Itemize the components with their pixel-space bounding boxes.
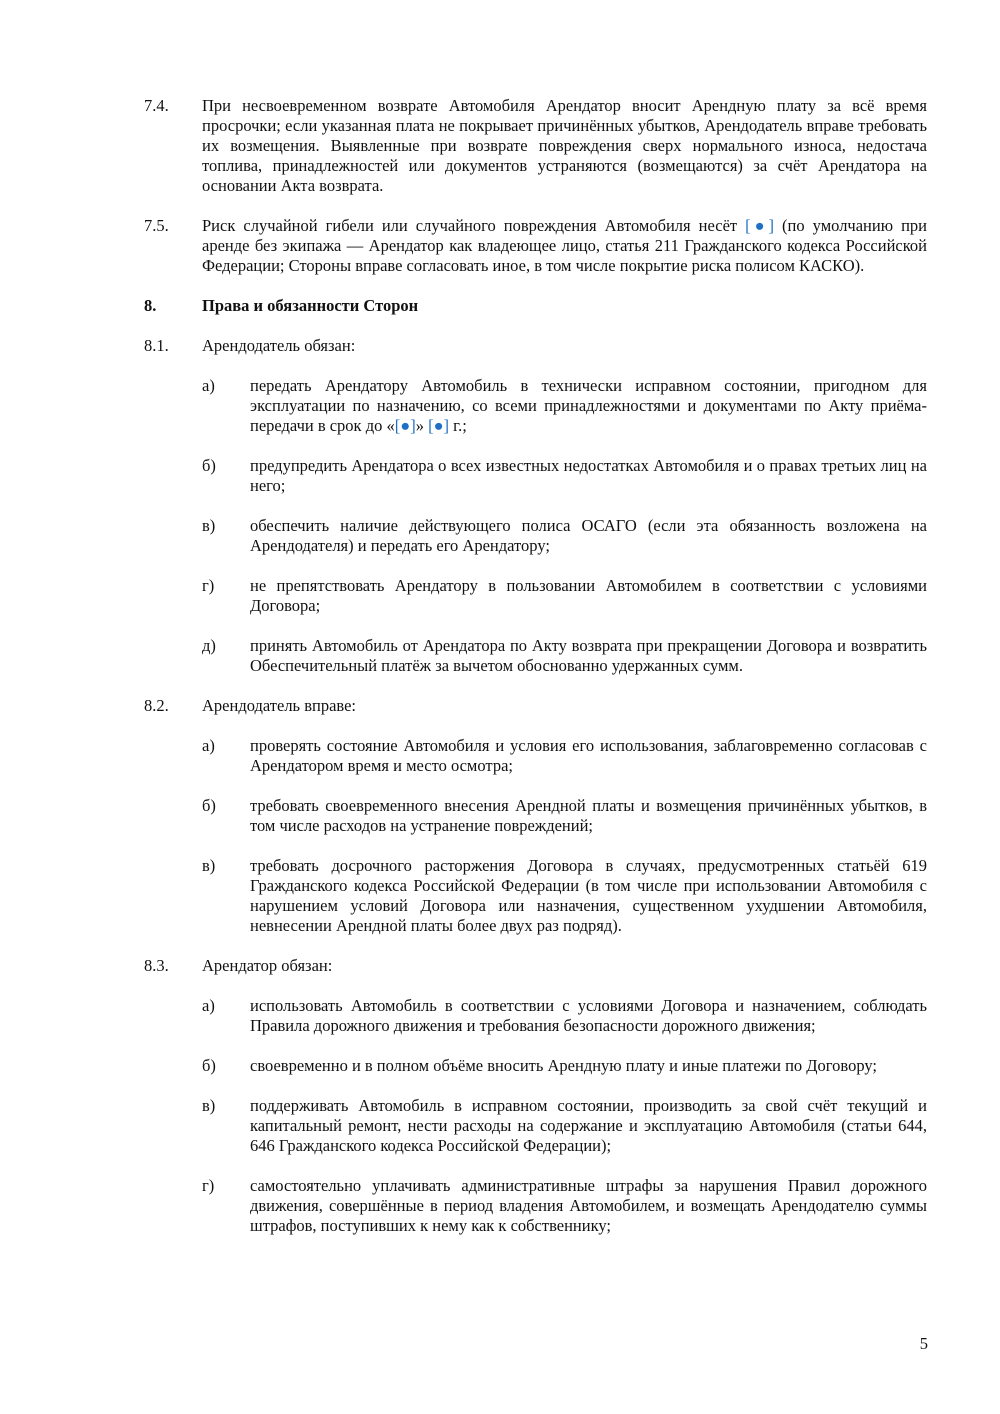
sub-item-list <box>202 996 927 1236</box>
clause-7-5 <box>144 216 927 276</box>
item-label: в) <box>202 516 216 535</box>
clause-intro: Арендодатель вправе: <box>202 696 356 715</box>
list-item <box>202 636 927 676</box>
item-label: а) <box>202 736 215 755</box>
list-item <box>202 796 927 836</box>
item-label: б) <box>202 1056 216 1075</box>
clause-number: 7.5. <box>144 216 169 235</box>
item-label: б) <box>202 796 216 815</box>
clause-intro: Арендатор обязан: <box>202 956 333 975</box>
clause-number: 8.1. <box>144 336 169 355</box>
clause-7-4 <box>144 96 927 196</box>
item-text: требовать досрочного расторжения Договора в случаях, предусмотренных статьёй 619 Гражданского кодекса Российской Федерации (в том числе при использовании Автомобиля с нарушением условий Договора или назначения, существенном ухудшении Автомобиля, невнесении Арендной платы более двух раз подряд). <box>250 856 927 935</box>
item-text: принять Автомобиль от Арендатора по Акту возврата при прекращении Договора и возвратить Обеспечительный платёж за вычетом обоснованно удержанных сумм. <box>250 636 927 675</box>
document-body <box>144 96 927 1236</box>
page-number: 5 <box>919 1334 928 1353</box>
sub-item-list <box>202 376 927 676</box>
list-item <box>202 1056 927 1076</box>
item-text-part: передать Арендатору Автомобиль в технически исправном состоянии, пригодном для эксплуатации по назначению, со всеми принадлежностями и документами по Акту приёма-передачи в срок до « <box>250 376 927 435</box>
clause-intro: Арендодатель обязан: <box>202 336 356 355</box>
clause-text <box>202 216 927 276</box>
item-text: обеспечить наличие действующего полиса ОСАГО (если эта обязанность возложена на Арендодателя) и передать его Арендатору; <box>250 516 927 555</box>
item-text: не препятствовать Арендатору в пользовании Автомобилем в соответствии с условиями Договора; <box>250 576 927 615</box>
item-text <box>250 376 927 436</box>
list-item <box>202 376 927 436</box>
clause-text-part: Риск случайной гибели или случайного повреждения Автомобиля несёт <box>202 216 746 235</box>
clause-8-1 <box>144 336 927 676</box>
clause-text: При несвоевременном возврате Автомобиля Арендатор вносит Арендную плату за всё время просрочки; если указанная плата не покрывает причинённых убытков, Арендодатель вправе требовать их возмещения. Выявленные при возврате повреждения сверх нормального износа, недостача топлива, принадлежностей или документов устраняются (возмещаются) за счёт Арендатора на основании Акта возврата. <box>202 96 927 195</box>
list-item <box>202 456 927 496</box>
item-text-part: г.; <box>449 416 467 435</box>
clause-number: 8.2. <box>144 696 169 715</box>
list-item <box>202 516 927 556</box>
clause-text-part: (по умолчанию при аренде без экипажа — Арендатор как владеющее лицо, статья 211 Гражданского кодекса Российской Федерации; Стороны вправе согласовать иное, в том числе покрытие риска полисом КАСКО). <box>202 216 927 275</box>
item-label: г) <box>202 1176 215 1195</box>
item-label: д) <box>202 636 216 655</box>
clause-number: 8.3. <box>144 956 169 975</box>
item-label: в) <box>202 1096 216 1115</box>
placeholder-field[interactable]: [●] <box>745 216 774 235</box>
item-text: поддерживать Автомобиль в исправном состоянии, производить за свой счёт текущий и капитальный ремонт, нести расходы на содержание и эксплуатацию Автомобиля (статьи 644, 646 Гражданского кодекса Российской Федерации); <box>250 1096 927 1155</box>
list-item <box>202 1096 927 1156</box>
list-item <box>202 856 927 936</box>
item-text: предупредить Арендатора о всех известных недостатках Автомобиля и о правах третьих лиц на него; <box>250 456 927 495</box>
item-label: а) <box>202 376 215 395</box>
item-text: самостоятельно уплачивать административные штрафы за нарушения Правил дорожного движения, совершённые в период владения Автомобилем, и возмещать Арендодателю суммы штрафов, поступивших к нему как к собственнику; <box>250 1176 927 1235</box>
item-text: использовать Автомобиль в соответствии с условиями Договора и назначением, соблюдать Правила дорожного движения и требования безопасности дорожного движения; <box>250 996 927 1035</box>
item-label: а) <box>202 996 215 1015</box>
clause-8-2 <box>144 696 927 936</box>
item-text: своевременно и в полном объёме вносить Арендную плату и иные платежи по Договору; <box>250 1056 877 1075</box>
list-item <box>202 576 927 616</box>
list-item <box>202 996 927 1036</box>
clause-number: 7.4. <box>144 96 169 115</box>
item-label: в) <box>202 856 216 875</box>
item-text-part: » <box>415 416 429 435</box>
placeholder-field[interactable]: [●] <box>394 416 416 435</box>
list-item <box>202 1176 927 1236</box>
item-text: требовать своевременного внесения Арендной платы и возмещения причинённых убытков, в том числе расходов на устранение повреждений; <box>250 796 927 835</box>
placeholder-field[interactable]: [●] <box>428 416 450 435</box>
section-title: Права и обязанности Сторон <box>202 296 419 315</box>
list-item <box>202 736 927 776</box>
item-label: б) <box>202 456 216 475</box>
section-number: 8. <box>144 296 157 315</box>
clause-8-3 <box>144 956 927 1236</box>
item-text: проверять состояние Автомобиля и условия его использования, заблаговременно согласовав с Арендатором время и место осмотра; <box>250 736 927 775</box>
sub-item-list <box>202 736 927 936</box>
item-label: г) <box>202 576 215 595</box>
section-heading-8 <box>144 296 927 316</box>
